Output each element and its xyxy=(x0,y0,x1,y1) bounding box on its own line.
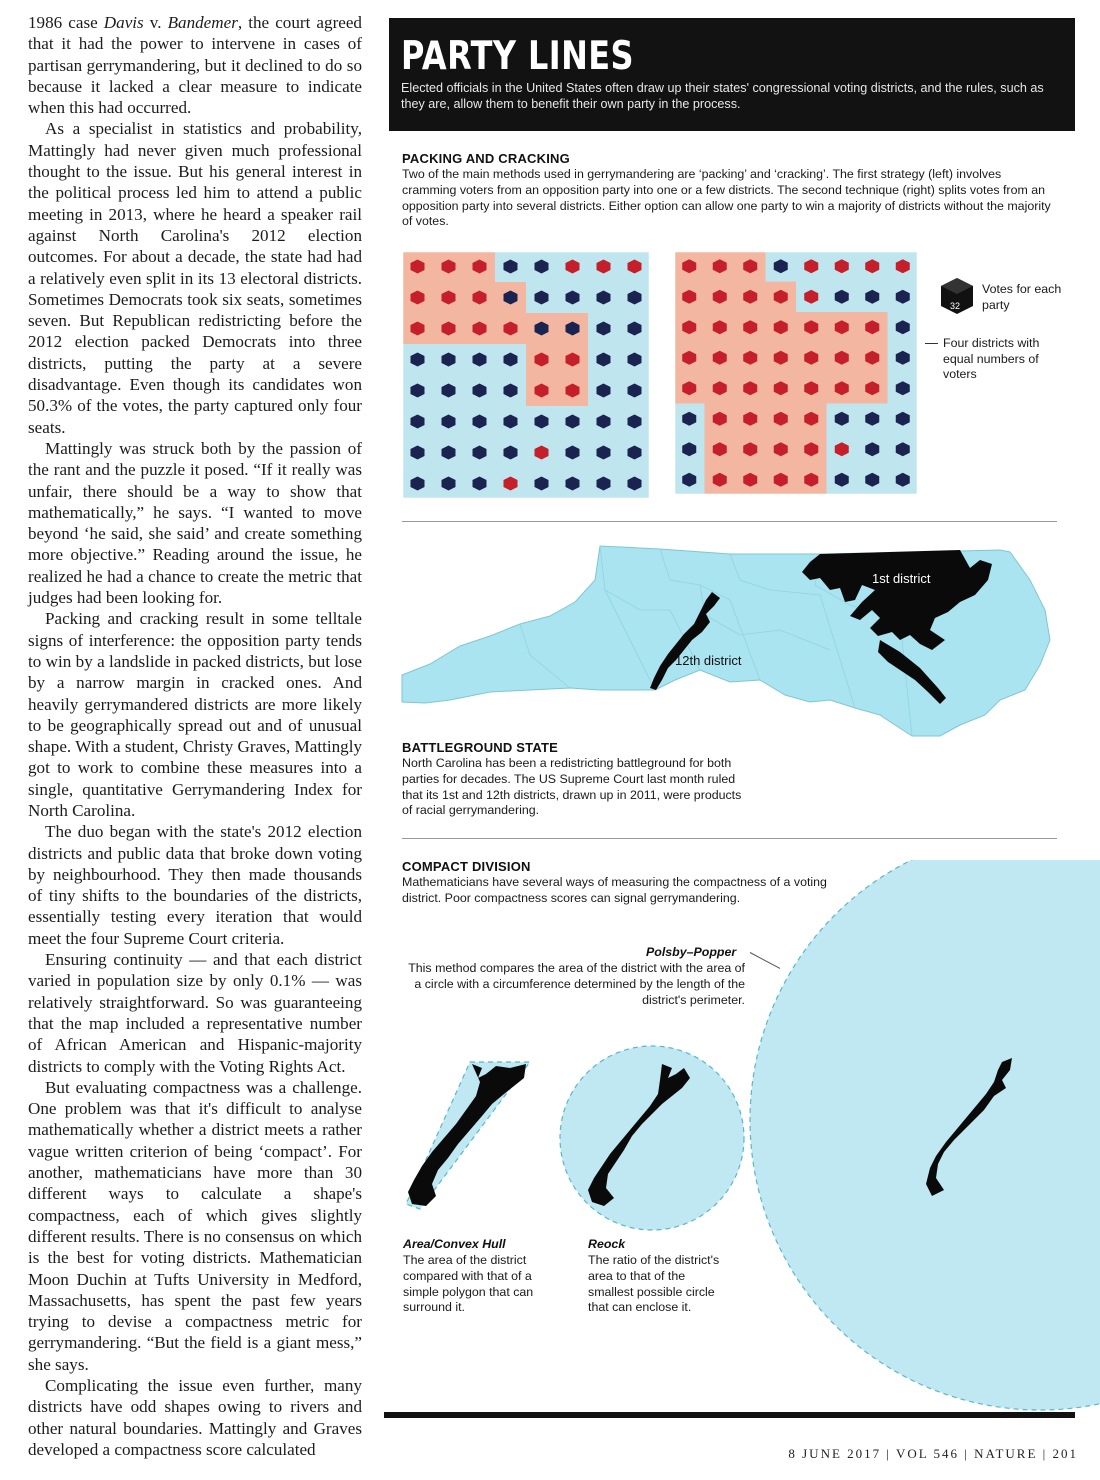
infographic-header xyxy=(389,18,1075,131)
battleground-title: BATTLEGROUND STATE xyxy=(402,740,558,755)
article-paragraph-7: But evaluating compactness was a challenge. One problem was that it's difficult to analyse mathematically whether a district meets a rather vague written criterion of being ‘compact’. For another, mathematicians have more than 30 different ways to calculate a shape's compactness, each of which gives slightly different results. There is no consensus on which is the best for voting districts. Mathematician Moon Duchin at Tufts University in Medford, Massachusetts, has spent the past few years trying to devise a compactness metric for gerrymandering. “But the field is a giant mess,” she says. xyxy=(28,1077,362,1374)
packing-body: Two of the main methods used in gerrymandering are ‘packing’ and ‘cracking’. The first strategy (left) involves cramming voters from an opposition party into one or a few districts. The second technique (right) splits votes from an opposition party into several districts. Either option can allow one party to win a majority of districts without the majority of votes. xyxy=(402,167,1051,229)
reock-body: The ratio of the district's area to that of the smallest possible circle that can enclose it. xyxy=(588,1253,720,1315)
article-paragraph-2: As a specialist in statistics and probability, Mattingly had never given much professional thought to the issue. But his general interest in the political process led him to attend a public meeting in 2013, where he heard a speaker rail against North Carolina's 2012 election outcomes. For about a decade, the state had had a relatively even split in its 13 electoral districts. Sometimes Democrats took six seats, sometimes seven. But Republican redistricting before the 2012 election packed Democrats into three districts, putting the party at a severe disadvantage. Even though its candidates won 50.3% of the votes, the party captured only four seats. xyxy=(28,119,362,437)
packing-title: PACKING AND CRACKING xyxy=(402,151,570,166)
infographic-subtitle: Elected officials in the United States often draw up their states' congressional voting districts, and the rules, such as they are, allow them to benefit their own party in the process. xyxy=(401,81,1044,111)
battleground-body: North Carolina has been a redistricting battleground for both parties for decades. The US Supreme Court last month ruled that its 1st and 12th districts, drawn up in 2011, were products of racial gerrymandering. xyxy=(402,756,742,818)
section-divider xyxy=(402,521,1057,522)
reock-circle-diagram xyxy=(556,1042,748,1234)
packing-grid xyxy=(402,251,650,499)
article-paragraph-1 xyxy=(28,12,362,118)
case-name: Bandemer xyxy=(167,13,238,32)
page-footer: 8 JUNE 2017 | VOL 546 | NATURE | 201 xyxy=(788,1446,1078,1461)
compact-title: COMPACT DIVISION xyxy=(402,859,531,874)
section-divider xyxy=(402,838,1057,839)
case-name: Davis xyxy=(103,13,144,32)
polsby-popper-circle xyxy=(740,860,1100,1420)
article-paragraph-5: The duo began with the state's 2012 election districts and public data that broke down voting by neighbourhood. They then made thousands of tiny shifts to the boundaries of the districts, essentially testing every iteration that would meet the four Supreme Court criteria. xyxy=(28,822,362,948)
infographic-title: PARTY LINES xyxy=(401,34,634,79)
north-carolina-map xyxy=(400,540,1060,740)
cracking-grid xyxy=(674,251,918,499)
legend-leader-line xyxy=(925,343,938,344)
convex-hull-diagram xyxy=(400,1054,540,1224)
legend-districts-label: Four districts with equal numbers of voters xyxy=(943,336,1040,381)
article-column xyxy=(28,12,362,1460)
text-run: 1986 case xyxy=(28,13,104,32)
text-run: , the court agreed that it had the power to intervene in cases of partisan gerrymandering, but it declined to do so because it lacked a clear measure to indicate when this had occurred. xyxy=(28,13,362,118)
article-paragraph-6: Ensuring continuity — and that each district varied in population size by only 0.1% — was relatively straightforward. So was guaranteeing that the map included a representative number of African American and Hispanic-majority districts to comply with the Voting Rights Act. xyxy=(28,950,362,1076)
legend-votes-label: Votes for each party xyxy=(982,282,1062,312)
compact-body: Mathematicians have several ways of measuring the compactness of a voting district. Poor compactness scores can signal gerrymandering. xyxy=(402,875,827,905)
legend-number: 32 xyxy=(950,301,961,311)
polsby-popper-title: Polsby–Popper xyxy=(646,945,737,959)
text-run: v. xyxy=(143,13,168,32)
reock-title: Reock xyxy=(588,1237,626,1251)
voter-cube-icon xyxy=(939,276,975,316)
article-paragraph-8: Complicating the issue even further, many districts have odd shapes owing to rivers and other natural boundaries. Mattingly and Graves developed a compactness score calculated xyxy=(28,1376,362,1459)
twelfth-district-label: 12th district xyxy=(675,653,742,668)
polsby-popper-body: This method compares the area of the district with the area of a circle with a circumference determined by the length of the district's perimeter. xyxy=(408,961,745,1007)
convex-hull-body: The area of the district compared with that of a simple polygon that can surround it. xyxy=(403,1253,534,1315)
article-paragraph-3: Mattingly was struck both by the passion of the rant and the puzzle it posed. “If it really was unfair, there should be a way to show that mathematically,” he says. “I wanted to move beyond ‘he said, she said’ and create something more objective.” Reading around the issue, he realized he had a chance to create the metric that judges had been looking for. xyxy=(28,438,362,608)
bottom-rule xyxy=(384,1412,1075,1418)
first-district-label: 1st district xyxy=(872,571,931,586)
article-paragraph-4: Packing and cracking result in some telltale signs of interference: the opposition party tends to win by a landslide in packed districts, but lose by a narrow margin in cracked ones. And heavily gerrymandered districts are more likely to be geographically spread out and of unusual shape. With a student, Christy Graves, Mattingly got to work to combine these measures into a single, quantitative Gerrymandering Index for North Carolina. xyxy=(28,609,362,820)
convex-hull-title: Area/Convex Hull xyxy=(403,1237,506,1251)
